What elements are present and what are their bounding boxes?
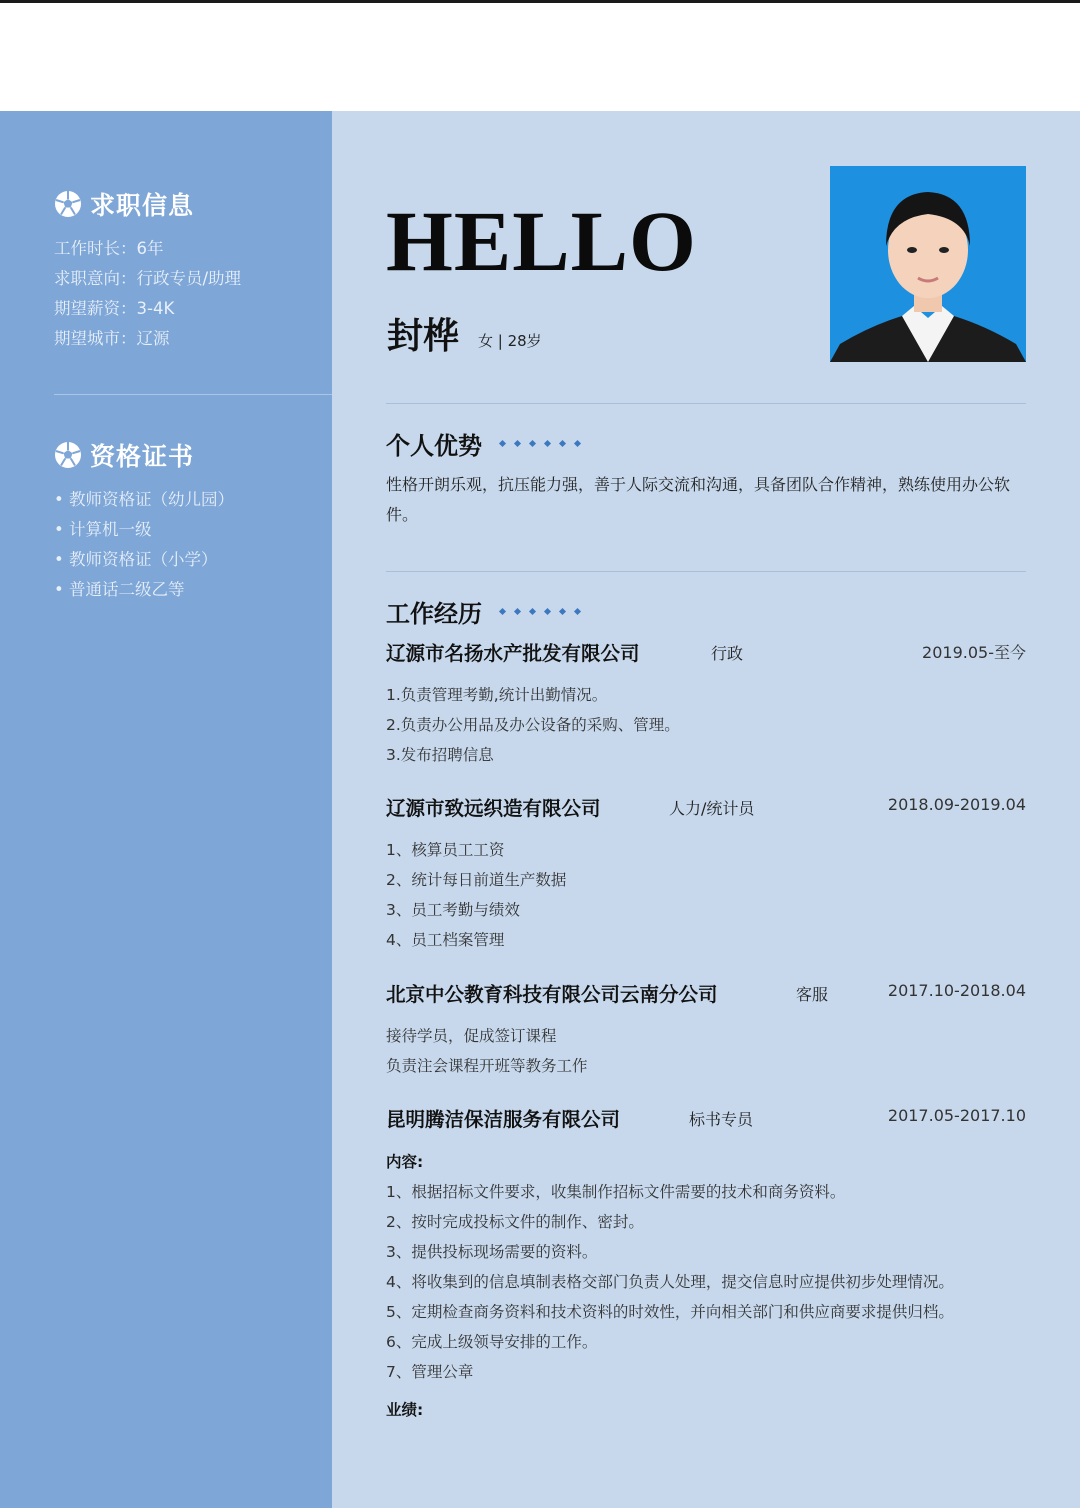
duty-line: 7、管理公章 <box>386 1363 474 1381</box>
job-duties <box>386 835 1026 955</box>
job-info-list <box>54 234 241 354</box>
certificates-heading-text: 资格证书 <box>90 442 195 471</box>
duty-line: 5、定期检查商务资料和技术资料的时效性，并向相关部门和供应商要求提供归档。 <box>386 1303 954 1321</box>
candidate-name: 封桦 <box>387 316 460 357</box>
job-info-item: 工作时长：6年 <box>54 239 164 258</box>
duty-line: 2、统计每日前道生产数据 <box>386 871 567 889</box>
job-info-item: 求职意向：行政专员/助理 <box>54 269 242 288</box>
top-border-line <box>0 0 1080 3</box>
job-date: 2018.09-2019.04 <box>887 795 1026 814</box>
company-name: 辽源市致远织造有限公司 <box>386 797 601 820</box>
duty-line: 3.发布招聘信息 <box>386 746 494 764</box>
hello-title: HELLO <box>386 193 697 289</box>
company-name: 北京中公教育科技有限公司云南分公司 <box>386 983 718 1006</box>
certificate-item: • 教师资格证（幼儿园） <box>54 490 234 509</box>
experience-title-text: 工作经历 <box>386 600 482 628</box>
decorative-dots <box>500 441 580 446</box>
job-entry <box>386 793 1026 955</box>
job-duties <box>386 680 1026 770</box>
experience-section-title <box>386 594 580 629</box>
job-date: 2019.05-至今 <box>922 643 1026 662</box>
soccer-ball-icon <box>54 441 82 469</box>
duty-line: 6、完成上级领导安排的工作。 <box>386 1333 598 1351</box>
duty-line: 1、根据招标文件要求，收集制作招标文件需要的技术和商务资料。 <box>386 1183 846 1201</box>
duty-line: 1、核算员工工资 <box>386 841 505 859</box>
certificate-item: • 普通话二级乙等 <box>54 580 185 599</box>
portrait-image <box>830 166 1026 362</box>
job-duties <box>386 1177 1026 1387</box>
advantage-title-text: 个人优势 <box>386 432 482 460</box>
certificates-heading <box>54 437 194 473</box>
sidebar-divider <box>54 394 332 395</box>
job-info-heading-text: 求职信息 <box>90 191 195 220</box>
job-date: 2017.10-2018.04 <box>887 981 1026 1000</box>
duty-line: 2、按时完成投标文件的制作、密封。 <box>386 1213 644 1231</box>
soccer-ball-icon <box>54 190 82 218</box>
decorative-dots <box>500 609 580 614</box>
job-duties <box>386 1021 1026 1081</box>
job-role: 客服 <box>796 985 829 1004</box>
duty-line: 1.负责管理考勤,统计出勤情况。 <box>386 686 608 704</box>
sidebar <box>0 111 332 1508</box>
company-name: 辽源市名扬水产批发有限公司 <box>386 642 640 665</box>
job-entry <box>386 979 1026 1081</box>
job-role: 标书专员 <box>689 1110 754 1129</box>
job-info-heading <box>54 186 194 222</box>
advantage-text: 性格开朗乐观，抗压能力强，善于人际交流和沟通，具备团队合作精神，熟练使用办公软件。 <box>386 475 1011 524</box>
duty-line: 负责注会课程开班等教务工作 <box>386 1057 588 1075</box>
duty-line: 4、员工档案管理 <box>386 931 505 949</box>
advantage-section-title <box>386 426 580 461</box>
certificate-item: • 教师资格证（小学） <box>54 550 218 569</box>
job-role: 人力/统计员 <box>669 799 755 818</box>
certificate-item: • 计算机一级 <box>54 520 152 539</box>
duty-line: 接待学员，促成签订课程 <box>386 1027 557 1045</box>
job-date: 2017.05-2017.10 <box>887 1106 1026 1125</box>
company-name: 昆明腾洁保洁服务有限公司 <box>386 1108 621 1131</box>
job-info-item: 期望薪资：3-4K <box>54 299 175 318</box>
job-role: 行政 <box>711 644 744 663</box>
duty-line: 4、将收集到的信息填制表格交部门负责人处理，提交信息时应提供初步处理情况。 <box>386 1273 954 1291</box>
candidate-meta: 女 | 28岁 <box>478 332 542 350</box>
content-label: 内容: <box>386 1153 424 1171</box>
achievement-label: 业绩: <box>386 1401 424 1419</box>
divider-2 <box>386 571 1026 572</box>
job-entry <box>386 1104 1026 1425</box>
job-info-item: 期望城市：辽源 <box>54 329 170 348</box>
profile-photo <box>830 166 1026 362</box>
certificates-list <box>54 485 234 605</box>
duty-line: 3、员工考勤与绩效 <box>386 901 520 919</box>
duty-line: 2.负责办公用品及办公设备的采购、管理。 <box>386 716 680 734</box>
duty-line: 3、提供投标现场需要的资料。 <box>386 1243 598 1261</box>
job-entry <box>386 638 1026 770</box>
divider-1 <box>386 403 1026 404</box>
